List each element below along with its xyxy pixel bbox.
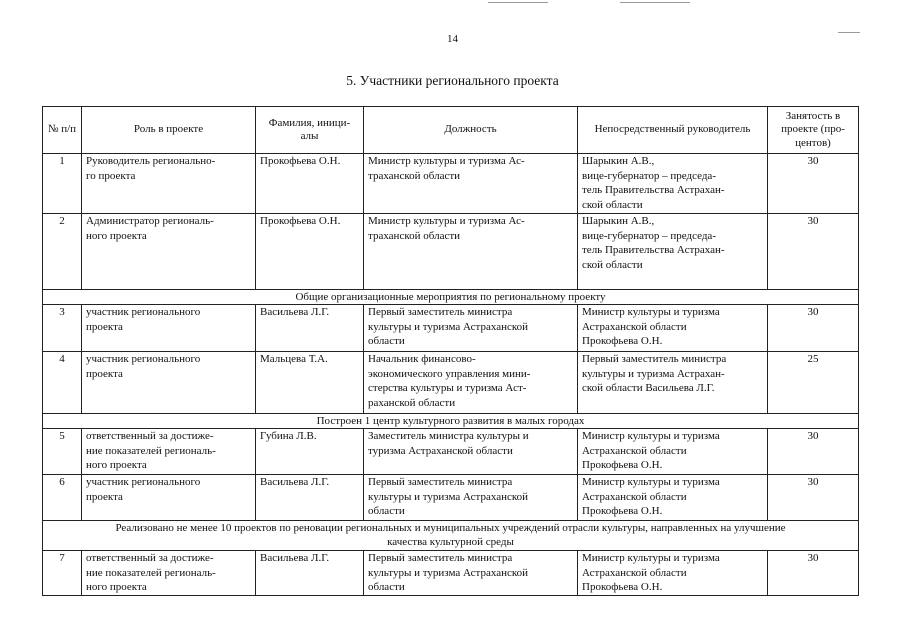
role-cell: участник регионального проекта	[82, 475, 256, 521]
name-cell: Мальцева Т.А.	[256, 352, 364, 414]
header-manager: Непосредственный руководитель	[578, 107, 768, 154]
group-heading-row	[43, 290, 859, 305]
header-num: № п/п	[43, 107, 82, 154]
share-cell: 30	[768, 429, 859, 475]
row-number: 4	[43, 352, 82, 414]
share-cell: 30	[768, 551, 859, 596]
group-heading: Реализовано не менее 10 проектов по реновации региональных и муниципальных учреждений отрасли культуры, направленных на улучшение качества культурной среды	[43, 521, 859, 551]
row-number: 7	[43, 551, 82, 596]
table-row	[43, 154, 859, 214]
table-row	[43, 551, 859, 596]
name-cell: Васильева Л.Г.	[256, 305, 364, 352]
position-cell: Министр культуры и туризма Ас- траханской области	[364, 214, 578, 290]
row-number: 1	[43, 154, 82, 214]
position-cell: Первый заместитель министра культуры и туризма Астраханской области	[364, 551, 578, 596]
share-cell: 30	[768, 214, 859, 290]
role-cell: участник регионального проекта	[82, 352, 256, 414]
scan-artifact	[620, 2, 690, 3]
table-row	[43, 475, 859, 521]
header-position: Должность	[364, 107, 578, 154]
name-cell: Васильева Л.Г.	[256, 475, 364, 521]
section-title: 5. Участники регионального проекта	[346, 73, 559, 88]
share-cell: 25	[768, 352, 859, 414]
role-cell: участник регионального проекта	[82, 305, 256, 352]
role-cell: Администратор региональ- ного проекта	[82, 214, 256, 290]
row-number: 2	[43, 214, 82, 290]
group-heading-row	[43, 414, 859, 429]
manager-cell: Шарыкин А.В., вице-губернатор – председа- тель Правительства Астрахан- ской области	[578, 154, 768, 214]
group-heading-row	[43, 521, 859, 551]
name-cell: Губина Л.В.	[256, 429, 364, 475]
table-row	[43, 352, 859, 414]
table-row	[43, 305, 859, 352]
position-cell: Заместитель министра культуры и туризма Астраханской области	[364, 429, 578, 475]
header-row	[43, 107, 859, 154]
row-number: 5	[43, 429, 82, 475]
name-cell: Прокофьева О.Н.	[256, 214, 364, 290]
row-number: 6	[43, 475, 82, 521]
role-cell: Руководитель регионально- го проекта	[82, 154, 256, 214]
table-row	[43, 429, 859, 475]
manager-cell: Шарыкин А.В., вице-губернатор – председа- тель Правительства Астрахан- ской области	[578, 214, 768, 290]
share-cell: 30	[768, 475, 859, 521]
manager-cell: Министр культуры и туризма Астраханской области Прокофьева О.Н.	[578, 551, 768, 596]
table-row	[43, 214, 859, 290]
page-number: 14	[447, 33, 458, 45]
manager-cell: Министр культуры и туризма Астраханской области Прокофьева О.Н.	[578, 475, 768, 521]
position-cell: Начальник финансово- экономического управления мини- стерства культуры и туризма Аст- раханской области	[364, 352, 578, 414]
position-cell: Министр культуры и туризма Ас- траханской области	[364, 154, 578, 214]
participants-table	[42, 106, 859, 596]
row-number: 3	[43, 305, 82, 352]
position-cell: Первый заместитель министра культуры и туризма Астраханской области	[364, 475, 578, 521]
share-cell: 30	[768, 305, 859, 352]
manager-cell: Первый заместитель министра культуры и туризма Астрахан- ской области Васильева Л.Г.	[578, 352, 768, 414]
manager-cell: Министр культуры и туризма Астраханской области Прокофьева О.Н.	[578, 305, 768, 352]
manager-cell: Министр культуры и туризма Астраханской области Прокофьева О.Н.	[578, 429, 768, 475]
header-share: Занятость в проекте (про- центов)	[768, 107, 859, 154]
scan-artifact	[488, 2, 548, 3]
name-cell: Прокофьева О.Н.	[256, 154, 364, 214]
position-cell: Первый заместитель министра культуры и туризма Астраханской области	[364, 305, 578, 352]
role-cell: ответственный за достиже- ние показателей региональ- ного проекта	[82, 429, 256, 475]
header-name: Фамилия, иници- алы	[256, 107, 364, 154]
header-role: Роль в проекте	[82, 107, 256, 154]
role-cell: ответственный за достиже- ние показателей региональ- ного проекта	[82, 551, 256, 596]
name-cell: Васильева Л.Г.	[256, 551, 364, 596]
group-heading: Построен 1 центр культурного развития в малых городах	[43, 414, 859, 429]
group-heading: Общие организационные мероприятия по региональному проекту	[43, 290, 859, 305]
share-cell: 30	[768, 154, 859, 214]
